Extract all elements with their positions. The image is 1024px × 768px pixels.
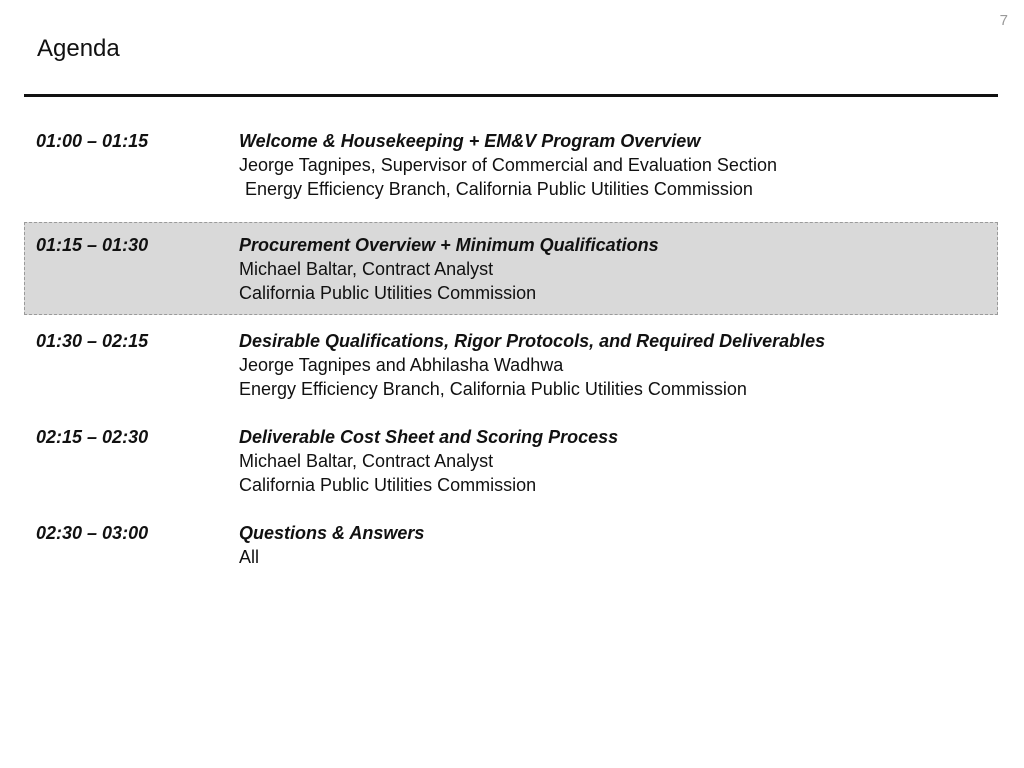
agenda-item-5 bbox=[24, 521, 998, 569]
agenda-topic: Deliverable Cost Sheet and Scoring Process bbox=[239, 427, 619, 447]
agenda-time: 01:15 – 01:30 bbox=[36, 235, 149, 255]
agenda-topic: Questions & Answers bbox=[239, 523, 425, 543]
agenda-details bbox=[239, 329, 998, 401]
agenda-time: 02:15 – 02:30 bbox=[36, 427, 149, 447]
agenda-affiliation: California Public Utilities Commission bbox=[239, 475, 537, 495]
agenda-item-1 bbox=[24, 126, 998, 222]
agenda-affiliation: California Public Utilities Commission bbox=[239, 283, 537, 303]
title-divider bbox=[24, 94, 998, 97]
agenda-topic: Desirable Qualifications, Rigor Protocols, and Required Deliverables bbox=[239, 331, 826, 351]
agenda-speaker: Jeorge Tagnipes, Supervisor of Commercial and Evaluation Section bbox=[239, 155, 777, 175]
page-number: 7 bbox=[999, 12, 1008, 29]
agenda-affiliation: Energy Efficiency Branch, California Public Utilities Commission bbox=[245, 179, 753, 199]
agenda-speaker: Michael Baltar, Contract Analyst bbox=[239, 451, 494, 471]
agenda-time: 02:30 – 03:00 bbox=[36, 523, 149, 543]
agenda-speaker: Michael Baltar, Contract Analyst bbox=[239, 259, 494, 279]
agenda-topic: Welcome & Housekeeping + EM&V Program Overview bbox=[239, 131, 701, 151]
agenda-details bbox=[239, 129, 998, 201]
agenda-item-3 bbox=[24, 315, 998, 425]
agenda-topic: Procurement Overview + Minimum Qualifications bbox=[239, 235, 659, 255]
agenda-affiliation: Energy Efficiency Branch, California Public Utilities Commission bbox=[239, 379, 747, 399]
agenda-details bbox=[239, 521, 998, 569]
agenda-speaker: Jeorge Tagnipes and Abhilasha Wadhwa bbox=[239, 355, 564, 375]
agenda-item-4 bbox=[24, 425, 998, 521]
agenda-item-2-highlighted bbox=[24, 222, 998, 315]
agenda-time: 01:00 – 01:15 bbox=[36, 131, 149, 151]
agenda-list bbox=[24, 126, 998, 569]
agenda-details bbox=[239, 233, 997, 305]
agenda-time: 01:30 – 02:15 bbox=[36, 331, 149, 351]
page-title: Agenda bbox=[37, 35, 120, 62]
agenda-speaker: All bbox=[239, 547, 260, 567]
agenda-details bbox=[239, 425, 998, 497]
